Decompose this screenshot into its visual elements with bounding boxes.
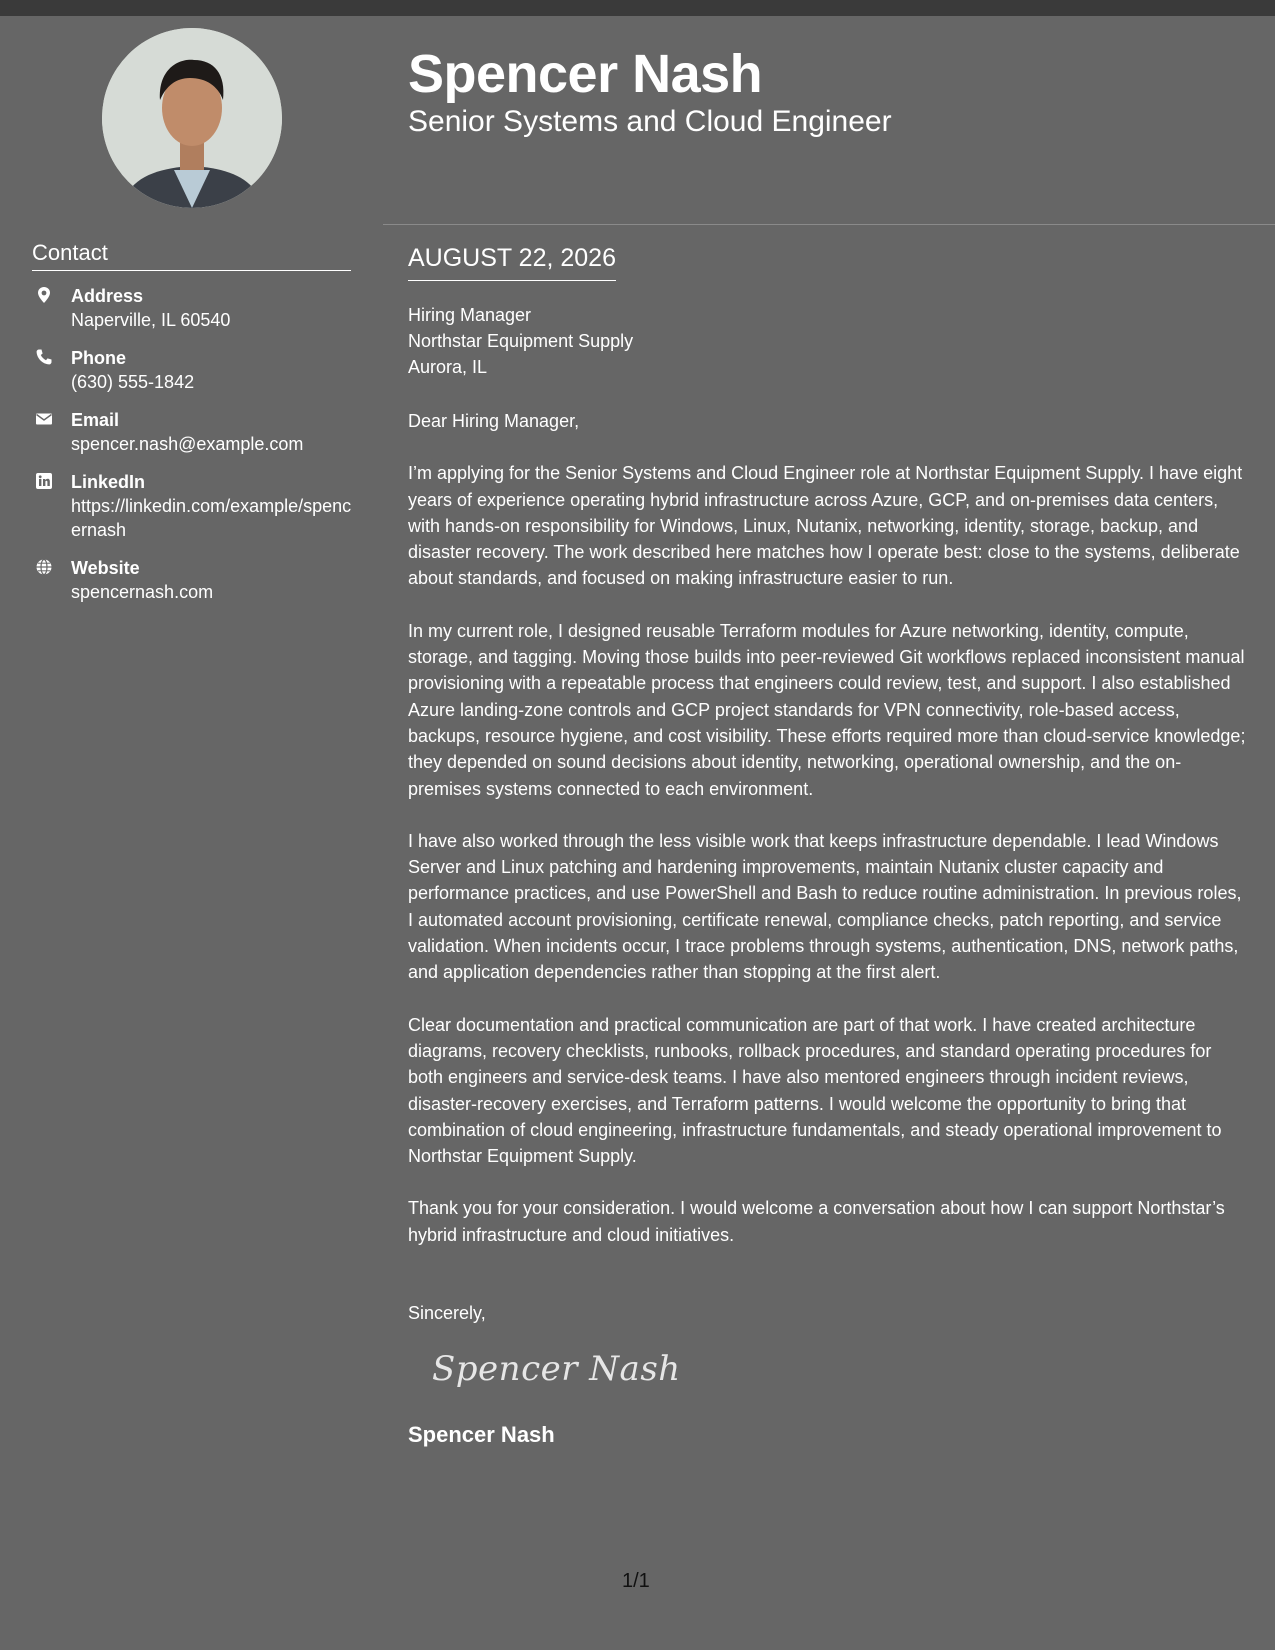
- envelope-icon: [35, 410, 53, 428]
- contact-address: [32, 284, 352, 332]
- contact-value[interactable]: https://linkedin.com/example/spencernash: [71, 496, 352, 540]
- signer-name: Spencer Nash: [408, 1422, 555, 1448]
- job-title: Senior Systems and Cloud Engineer: [408, 105, 892, 138]
- page-indicator: 1/1: [622, 1570, 650, 1592]
- paragraph: In my current role, I designed reusable Terraform modules for Azure networking, identity, compute, storage, and tagging. Moving those builds into peer-reviewed Git workflows replaced inconsistent manual provisioning with a repeatable process that engineers could review, test, and support. I also established Azure landing-zone controls and GCP project standards for VPN connectivity, role-based access, backups, resource hygiene, and cost visibility. These efforts required more than cloud-service knowledge; they depended on sound decisions about identity, networking, operational ownership, and the on-premises systems connected to each environment.: [408, 620, 1246, 799]
- contact-website: [32, 556, 352, 604]
- phone-icon: [35, 348, 53, 366]
- letter-date: AUGUST 22, 2026: [408, 242, 616, 281]
- contact-value: Naperville, IL 60540: [71, 310, 231, 330]
- contact-value[interactable]: spencer.nash@example.com: [71, 434, 304, 454]
- letter-body: [408, 302, 1248, 1449]
- top-bar: [0, 0, 1275, 16]
- recipient-line: Aurora, IL: [408, 357, 488, 377]
- contact-label: LinkedIn: [71, 472, 146, 492]
- paragraph: Clear documentation and practical communication are part of that work. I have created architecture diagrams, recovery checklists, runbooks, rollback procedures, and standard operating procedures for both engineers and service-desk teams. I have also mentored engineers through incident reviews, disaster-recovery exercises, and Terraform patterns. I would welcome the opportunity to bring that combination of cloud engineering, infrastructure fundamentals, and steady operational improvement to Northstar Equipment Supply.: [408, 1014, 1222, 1167]
- contact-label: Website: [71, 558, 140, 578]
- paragraph: Thank you for your consideration. I would welcome a conversation about how I can support Northstar’s hybrid infrastructure and cloud initiatives.: [408, 1198, 1225, 1245]
- header-divider: [383, 224, 1275, 225]
- location-pin-icon: [35, 286, 53, 304]
- contact-list: [32, 284, 352, 618]
- contact-label: Email: [71, 410, 120, 430]
- recipient-line: Northstar Equipment Supply: [408, 331, 634, 351]
- handwritten-signature: Spencer Nash: [432, 1349, 681, 1390]
- closing: Sincerely,: [408, 1303, 486, 1324]
- contact-heading: Contact: [32, 240, 351, 271]
- contact-value: (630) 555-1842: [71, 372, 195, 392]
- globe-icon: [35, 558, 53, 576]
- contact-value[interactable]: spencernash.com: [71, 582, 214, 602]
- contact-email: [32, 408, 352, 456]
- contact-label: Phone: [71, 348, 127, 368]
- recipient-line: Hiring Manager: [408, 305, 532, 325]
- paragraph: I’m applying for the Senior Systems and Cloud Engineer role at Northstar Equipment Supply. I have eight years of experience operating hybrid infrastructure across Azure, GCP, and on-premises data centers, with hands-on responsibility for Windows, Linux, Nutanix, networking, identity, storage, backup, and disaster recovery. The work described here matches how I operate best: close to the systems, deliberate about standards, and focused on making infrastructure easier to run.: [408, 463, 1243, 589]
- profile-photo: [102, 28, 282, 208]
- contact-phone: [32, 346, 352, 394]
- contact-linkedin: [32, 470, 352, 542]
- recipient-block: [408, 302, 1248, 380]
- linkedin-icon: [35, 472, 53, 490]
- candidate-name: Spencer Nash: [408, 44, 763, 104]
- contact-label: Address: [71, 286, 144, 306]
- paragraph: I have also worked through the less visible work that keeps infrastructure dependable. I lead Windows Server and Linux patching and hardening improvements, maintain Nutanix cluster capacity and performance practices, and use PowerShell and Bash to reduce routine administration. In previous roles, I automated account provisioning, certificate renewal, compliance checks, patch reporting, and service validation. When incidents occur, I trace problems through systems, authentication, DNS, network paths, and application dependencies rather than stopping at the first alert.: [408, 830, 1242, 983]
- salutation: Dear Hiring Manager,: [408, 411, 580, 431]
